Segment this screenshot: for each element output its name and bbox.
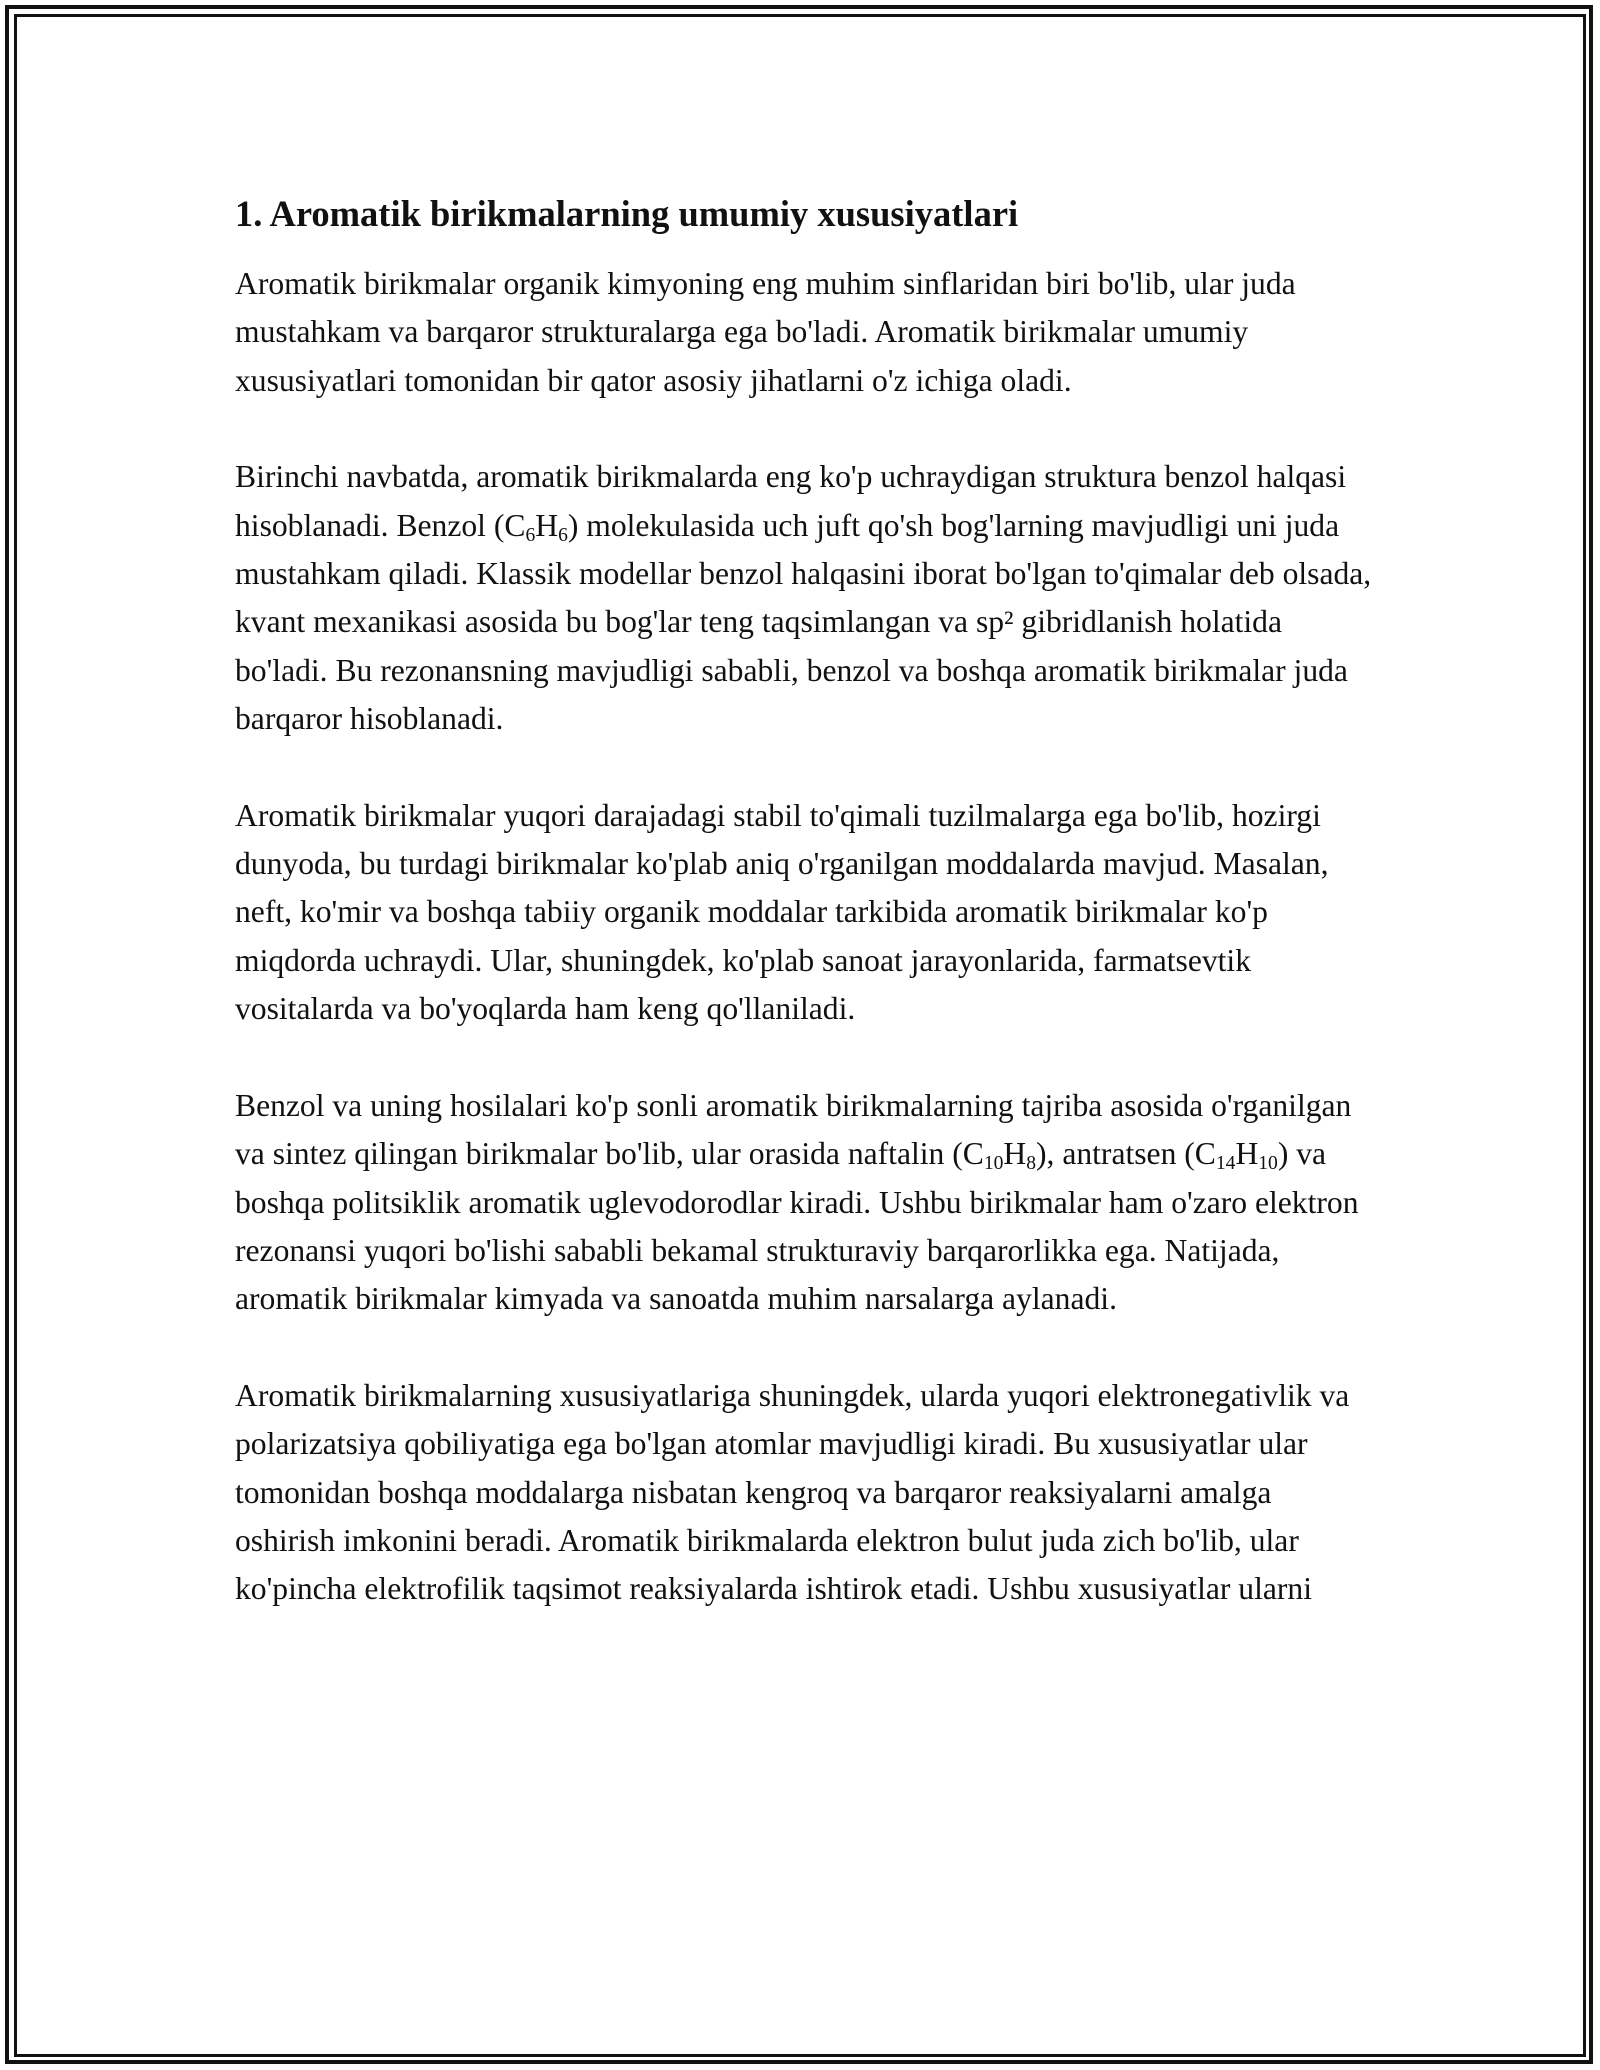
paragraph-2 <box>235 453 1375 743</box>
paragraph-4-text: Benzol va uning hosilalari ko'p sonli aromatik birikmalarning tajriba asosida o'rganilgan va sintez qilingan birikmalar bo'lib, ular orasida naftalin (C <box>235 1087 1352 1172</box>
subscript: 8 <box>1026 1152 1037 1174</box>
subscript: 14 <box>1215 1152 1236 1174</box>
paragraph-3: Aromatik birikmalar yuqori darajadagi stabil to'qimali tuzilmalarga ega bo'lib, hozirgi dunyoda, bu turdagi birikmalar ko'plab aniq o'rganilgan moddalarda mavjud. Masalan, neft, ko'mir va boshqa tabiiy organik moddalar tarkibida aromatik birikmalar ko'p miqdorda uchraydi. Ular, shuningdek, ko'plab sanoat jarayonlarida, farmatsevtik vositalarda va bo'yoqlarda ham keng qo'llaniladi. <box>235 797 1329 1027</box>
subscript: 10 <box>983 1152 1004 1174</box>
subscript: 10 <box>1258 1152 1278 1174</box>
paragraph-1: Aromatik birikmalar organik kimyoning eng muhim sinflaridan biri bo'lib, ular juda mustahkam va barqaror strukturalarga ega bo'ladi. Aromatik birikmalar umumiy xususiyatlari tomonidan bir qator asosiy jihatlarni o'z ichiga oladi. <box>235 266 1296 398</box>
paragraph-5: Aromatik birikmalarning xususiyatlariga shuningdek, ularda yuqori elektronegativlik va polarizatsiya qobiliyatiga ega bo'lgan atomlar mavjudligi kiradi. Bu xususiyatlar ular tomonidan boshqa moddalarga nisbatan kengroq va barqaror reaksiyalarni amalga oshirish imkonini beradi. Aromatik birikmalarda elektron bulut juda zich bo'lib, ular ko'pincha elektrofilik taqsimot reaksiyalarda ishtirok etadi. Ushbu xususiyatlar ularni <box>235 1377 1350 1607</box>
paragraph-2-text: ) molekulasida uch juft qo'sh bog'larning mavjudligi uni juda mustahkam qiladi. Klassik modellar benzol halqasini iborat bo'lgan to'qimalar deb olsada, kvant mexanikasi asosida bu bog'lar teng taqsimlangan va sp² gibridlanish holatida bo'ladi. Bu rezonansning mavjudligi sababli, benzol va boshqa aromatik birikmalar juda barqaror hisoblanadi. <box>235 507 1372 737</box>
paragraph-4-text: H <box>1235 1136 1259 1172</box>
subscript: 6 <box>558 524 568 546</box>
paragraph-4-text: ), antratsen (C <box>1036 1136 1216 1172</box>
paragraph-2-text: H <box>535 507 559 543</box>
paragraph-4-text: H <box>1003 1136 1027 1172</box>
paragraph-2-text: Birinchi navbatda, aromatik birikmalarda eng ko'p uchraydigan struktura benzol halqasi hisoblanadi. Benzol (C <box>235 459 1347 543</box>
paragraph-4 <box>235 1082 1375 1324</box>
section-heading: 1. Aromatik birikmalarning umumiy xususiyatlari <box>235 193 1019 234</box>
paragraph-4-text: ) va boshqa politsiklik aromatik uglevodorodlar kiradi. Ushbu birikmalar ham o'zaro elektron rezonansi yuqori bo'lishi sababli bekamal strukturaviy barqarorlikka ega. Natijada, aromatik birikmalar kimyada va sanoatda muhim narsalarga aylanadi. <box>235 1136 1359 1317</box>
subscript: 6 <box>525 524 536 546</box>
document-body <box>235 188 1375 1662</box>
